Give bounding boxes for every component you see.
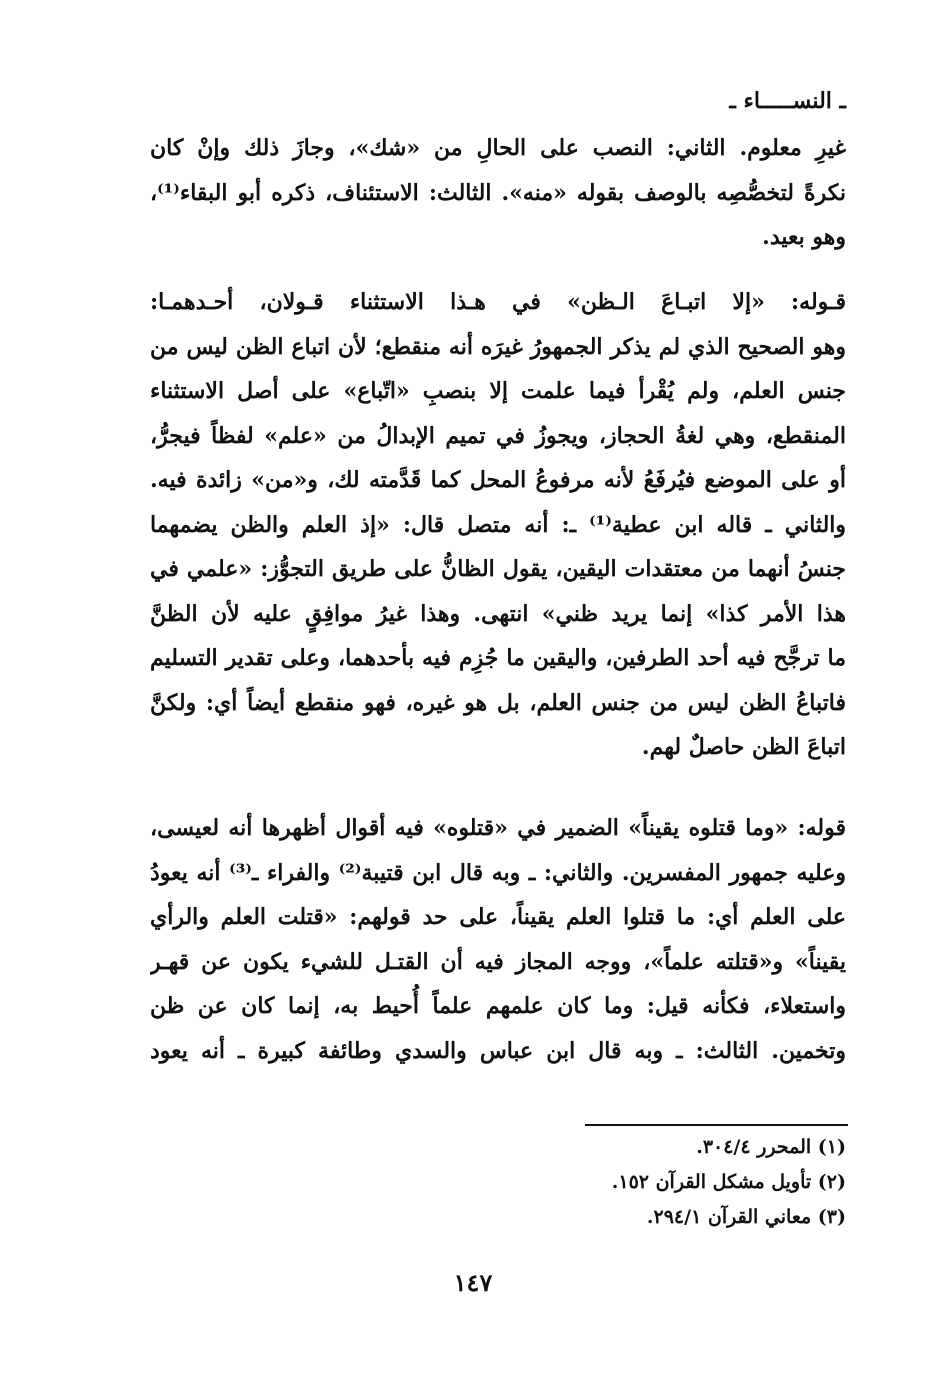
paragraph-1 bbox=[150, 126, 846, 260]
footnote-2: (٢) تأويل مشكل القرآن ١٥٢. bbox=[611, 1171, 846, 1193]
text-line: أو على الموضع فيُرفَعُ لأنه مرفوعُ المحل كما قَدَّمته لك، و«من» زائدة فيه. bbox=[150, 467, 846, 493]
page-number: ١٤٧ bbox=[453, 1268, 493, 1297]
text-line: جنس العلم، ولم يُقْرأ فيما علمت إلا بنصبِ «اتّباع» على أصل الاستثناء bbox=[150, 378, 846, 404]
text-line: واستعلاء، فكأنه قيل: وما كان علمهم علماً أُحيط به، إنما كان عن ظن bbox=[150, 993, 846, 1019]
text-line: قـوله: «إلا اتبـاعَ الـظن» في هـذا الاستثناء قـولان، أحـدهمـا: bbox=[150, 289, 846, 315]
text-line: وعليه جمهور المفسرين. والثاني: ـ وبه قال ابن قتيبة⁽²⁾ والفراء ـ⁽³⁾ أنه يعودُ bbox=[150, 859, 846, 886]
footnotes bbox=[150, 1130, 846, 1235]
text-line: هذا الأمر كذا» إنما يريد ظني» انتهى. وهذا غيرُ موافِقٍ عليه لأن الظنَّ bbox=[150, 600, 846, 627]
text-line: وهو بعيد. bbox=[762, 224, 846, 250]
footnote-3: (٣) معاني القرآن ٢٩٤/١. bbox=[646, 1206, 846, 1228]
text-line: المنقطع، وهي لغةُ الحجاز، ويجوزُ في تميم الإبدالُ من «علم» لفظاً فيجرُّ، bbox=[150, 422, 846, 449]
text-line: وتخمين. الثالث: ـ وبه قال ابن عباس والسدي وطائفة كبيرة ـ أنه يعود bbox=[150, 1037, 846, 1064]
text-line: غيرِ معلوم. الثاني: النصب على الحالِ من «شك»، وجازَ ذلك وإنْ كان bbox=[150, 135, 846, 161]
paragraph-3 bbox=[150, 806, 846, 1073]
text-line: ما ترجَّح فيه أحد الطرفين، واليقين ما جُزِم فيه بأحدهما، وعلى تقدير التسليم bbox=[150, 645, 846, 671]
text-line: فاتباعُ الظن ليس من جنس العلم، بل هو غيره، فهو منقطع أيضاً أي: ولكنَّ bbox=[150, 689, 846, 716]
text-line: قوله: «وما قتلوه يقيناً» الضمير في «قتلوه» فيه أقوال أظهرها أنه لعيسى، bbox=[150, 815, 846, 841]
footnote-1: (١) المحرر ٣٠٤/٤. bbox=[696, 1136, 846, 1158]
footnote-divider bbox=[585, 1124, 848, 1126]
running-header: ـ النســـــاء ـ bbox=[729, 88, 846, 114]
text-line: نكرةً لتخصُّصِه بالوصف بقوله «منه». الثالث: الاستئناف، ذكره أبو البقاء⁽¹⁾، bbox=[150, 179, 846, 206]
text-line: وهو الصحيح الذي لم يذكر الجمهورُ غيرَه أنه منقطع؛ لأن اتباع الظن ليس من bbox=[150, 333, 846, 360]
text-line: يقيناً» و«قتلته علماً»، ووجه المجاز فيه أن القتـل للشيء يكون عن قهـر bbox=[150, 948, 846, 975]
paragraph-2 bbox=[150, 280, 846, 770]
text-line: على العلم أي: ما قتلوا العلم يقيناً، على حد قولهم: «قتلت العلم والرأي bbox=[150, 904, 846, 930]
text-line: والثاني ـ قاله ابن عطية⁽¹⁾ ـ: أنه متصل قال: «إذ العلم والظن يضمهما bbox=[150, 511, 846, 538]
text-line: اتباعَ الظن حاصلٌ لهم. bbox=[641, 734, 846, 760]
text-line: جنسُ أنهما من معتقدات اليقين، يقول الظانُّ على طريق التجوُّز: «علمي في bbox=[150, 556, 846, 582]
